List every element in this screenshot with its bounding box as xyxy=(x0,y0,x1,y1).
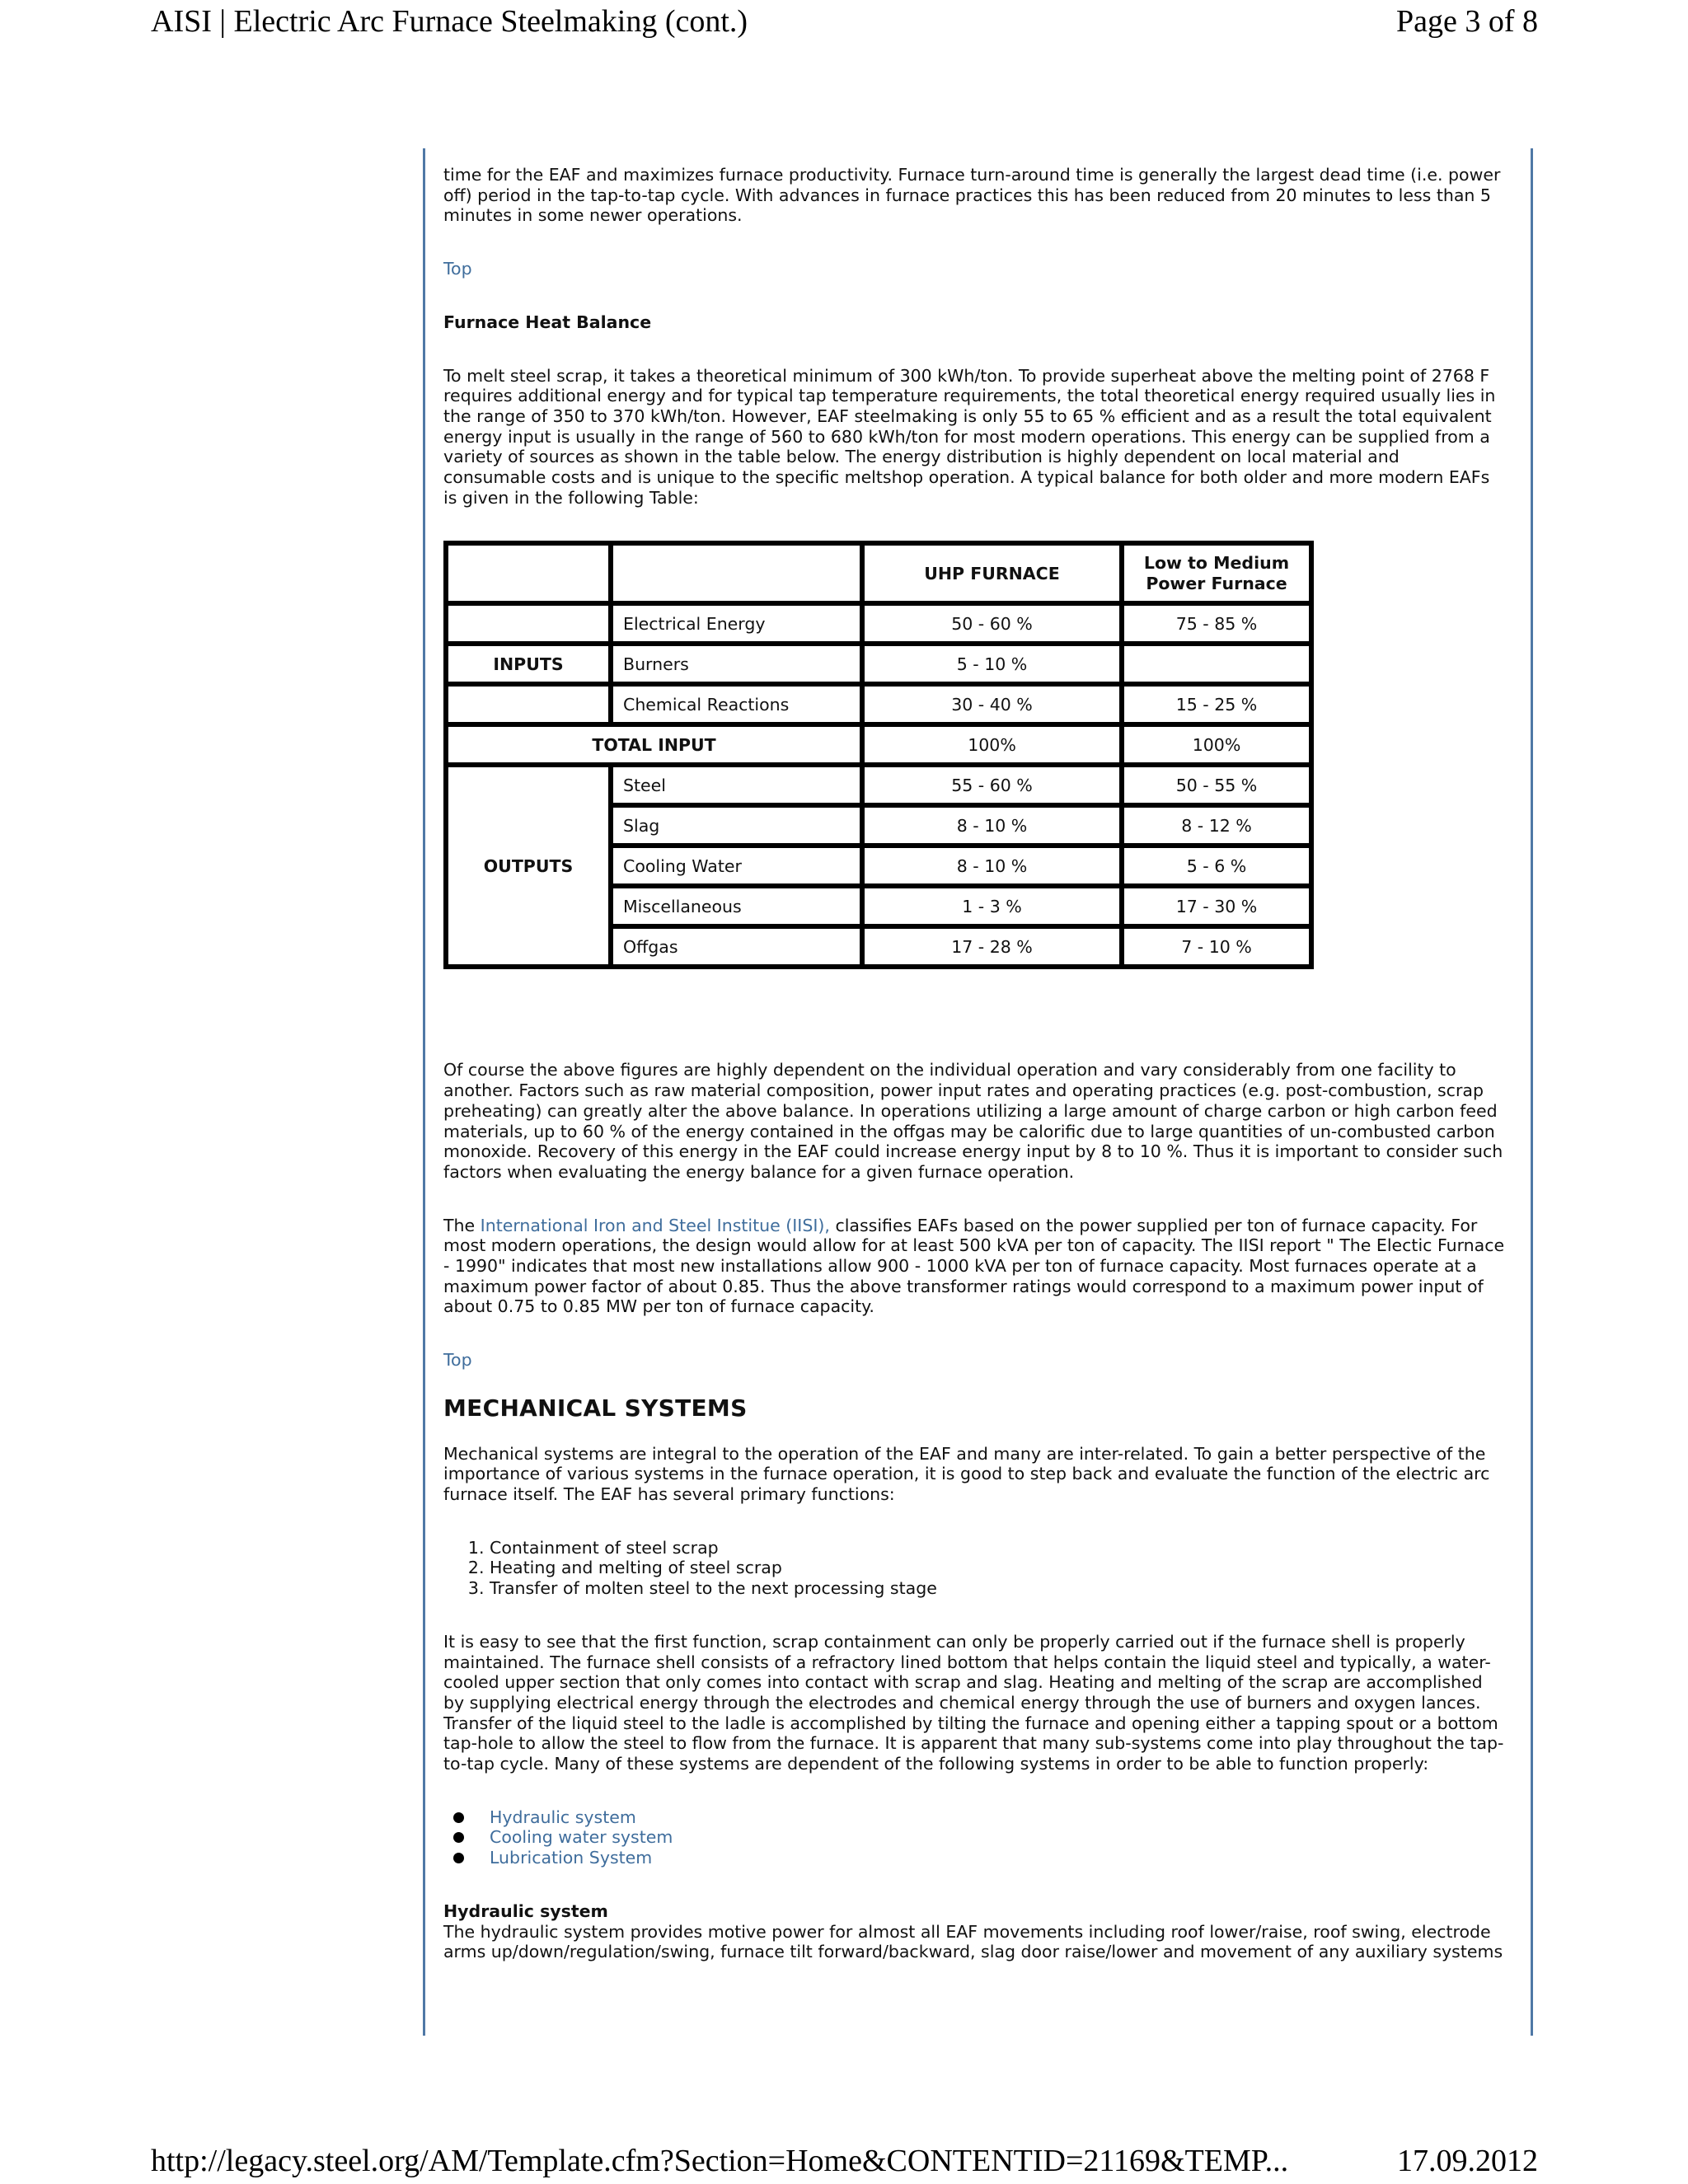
section-heading-mechanical: MECHANICAL SYSTEMS xyxy=(443,1394,748,1422)
function-list xyxy=(443,1538,1507,1599)
col-header-uhp: UHP FURNACE xyxy=(862,543,1122,603)
section-heading-heat-balance: Furnace Heat Balance xyxy=(443,312,652,332)
list-item xyxy=(490,1827,1507,1848)
list-item: 2. Heating and melting of steel scrap xyxy=(490,1558,1507,1578)
table-row: Offgas 17 - 28 % 7 - 10 % xyxy=(446,926,1311,967)
group-label-outputs: OUTPUTS xyxy=(446,765,611,967)
print-footer-date: 17.09.2012 xyxy=(1397,2144,1538,2178)
intro-paragraph: time for the EAF and maximizes furnace productivity. Furnace turn-around time is generally the largest dead time (i.e. power off) period in the tap-to-tap cycle. With advances in furnace practices this has been reduced from 20 minutes to less than 5 minutes in some newer operations. xyxy=(443,165,1501,226)
table-corner-cell xyxy=(611,543,862,603)
table-row-total: TOTAL INPUT 100% 100% xyxy=(446,724,1311,765)
iisi-paragraph: The International Iron and Steel Institue (IISI), classifies EAFs based on the power supplied per ton of furnace capacity. For most modern operations, the design would allow for at least 500 kVA per ton of capacity. The IISI report " The Electic Furnace - 1990" indicates that most new installations allow 900 - 1000 kVA per ton of furnace capacity. Most furnaces operate at a maximum power factor of about 0.85. Thus the above transformer ratings would correspond to a maximum power input of about 0.75 to 0.85 MW per ton of furnace capacity. xyxy=(443,1215,1505,1317)
print-header-title: AISI | Electric Arc Furnace Steelmaking (cont.) xyxy=(151,4,748,39)
systems-list xyxy=(443,1807,1507,1868)
bullet-icon xyxy=(453,1853,464,1863)
table-row: Electrical Energy 50 - 60 % 75 - 85 % xyxy=(446,603,1311,644)
bullet-icon xyxy=(453,1812,464,1823)
table-corner-cell xyxy=(446,543,611,603)
table-row: OUTPUTS Steel 55 - 60 % 50 - 55 % xyxy=(446,765,1311,805)
table-row: INPUTS Burners 5 - 10 % xyxy=(446,644,1311,684)
print-footer-url: http://legacy.steel.org/AM/Template.cfm?Section=Home&CONTENTID=21169&TEMP... xyxy=(151,2144,1289,2178)
heat-balance-table xyxy=(443,541,1314,969)
subheading-hydraulic: Hydraulic system xyxy=(443,1900,608,1921)
cooling-water-system-link[interactable]: Cooling water system xyxy=(490,1827,673,1848)
heat-balance-paragraph: To melt steel scrap, it takes a theoretical minimum of 300 kWh/ton. To provide superheat above the melting point of 2768 F requires additional energy and for typical tap temperature requirements, the total theoretical energy required usually lies in the range of 350 to 370 kWh/ton. However, EAF steelmaking is only 55 to 65 % efficient and as a result the total equivalent energy input is usually in the range of 560 to 680 kWh/ton for most modern operations. This energy can be supplied from a variety of sources as shown in the table below. The energy distribution is highly dependent on local material and consumable costs and is unique to the specific meltshop operation. A typical balance for both older and more modern EAFs is given in the following Table: xyxy=(443,365,1496,508)
mechanical-intro-paragraph: Mechanical systems are integral to the operation of the EAF and many are inter-related. To gain a better perspective of the importance of various systems in the furnace operation, it is good to step back and evaluate the function of the electric arc furnace itself. The EAF has several primary functions: xyxy=(443,1443,1490,1504)
list-item: 1. Containment of steel scrap xyxy=(490,1538,1507,1558)
hydraulic-paragraph: The hydraulic system provides motive power for almost all EAF movements including roof lower/raise, roof swing, electrode arms up/down/regulation/swing, furnace tilt forward/backward, slag door raise/lower and movement of any auxiliary systems xyxy=(443,1921,1503,1962)
table-row: Miscellaneous 1 - 3 % 17 - 30 % xyxy=(446,886,1311,926)
list-item: 3. Transfer of molten steel to the next processing stage xyxy=(490,1578,1507,1599)
bullet-icon xyxy=(453,1832,464,1843)
print-header-page: Page 3 of 8 xyxy=(1395,4,1538,39)
table-row: Slag 8 - 10 % 8 - 12 % xyxy=(446,805,1311,846)
mechanical-paragraph: It is easy to see that the first function, scrap containment can only be properly carried out if the furnace shell is properly maintained. The furnace shell consists of a refractory lined bottom that helps contain the liquid steel and typically, a water-cooled upper section that only comes into contact with scrap and slag. Heating and melting of the scrap are accomplished by supplying electrical energy through the electrodes and chemical energy through the use of burners and oxygen lances. Transfer of the liquid steel to the ladle is accomplished by tilting the furnace and opening either a tapping spout or a bottom tap-hole to allow the steel to flow from the furnace. It is apparent that many sub-systems come into play throughout the tap-to-tap cycle. Many of these systems are dependent of the following systems in order to be able to function properly: xyxy=(443,1631,1504,1774)
list-item xyxy=(490,1807,1507,1828)
content-border-right xyxy=(1531,148,1533,2036)
hydraulic-system-link[interactable]: Hydraulic system xyxy=(490,1807,636,1827)
table-row: Cooling Water 8 - 10 % 5 - 6 % xyxy=(446,846,1311,886)
group-label-inputs: INPUTS xyxy=(446,644,611,684)
content-border-left xyxy=(423,148,425,2036)
iisi-link[interactable]: International Iron and Steel Institue (IISI), xyxy=(480,1215,830,1235)
table-row: Chemical Reactions 30 - 40 % 15 - 25 % xyxy=(446,684,1311,724)
top-link[interactable]: Top xyxy=(443,1350,472,1371)
list-item xyxy=(490,1848,1507,1868)
top-link[interactable]: Top xyxy=(443,259,472,279)
article-content xyxy=(443,165,1507,1962)
col-header-low-medium: Low to Medium Power Furnace xyxy=(1122,543,1311,603)
figures-paragraph: Of course the above figures are highly dependent on the individual operation and vary considerably from one facility to another. Factors such as raw material composition, power input rates and operating practices (e.g. post-combustion, scrap preheating) can greatly alter the above balance. In operations utilizing a large amount of charge carbon or high carbon feed materials, up to 60 % of the energy contained in the offgas may be calorific due to large quantities of un-combusted carbon monoxide. Recovery of this energy in the EAF could increase energy input by 8 to 10 %. Thus it is important to consider such factors when evaluating the energy balance for a given furnace operation. xyxy=(443,1060,1503,1182)
lubrication-system-link[interactable]: Lubrication System xyxy=(490,1848,653,1868)
total-input-label: TOTAL INPUT xyxy=(446,724,862,765)
